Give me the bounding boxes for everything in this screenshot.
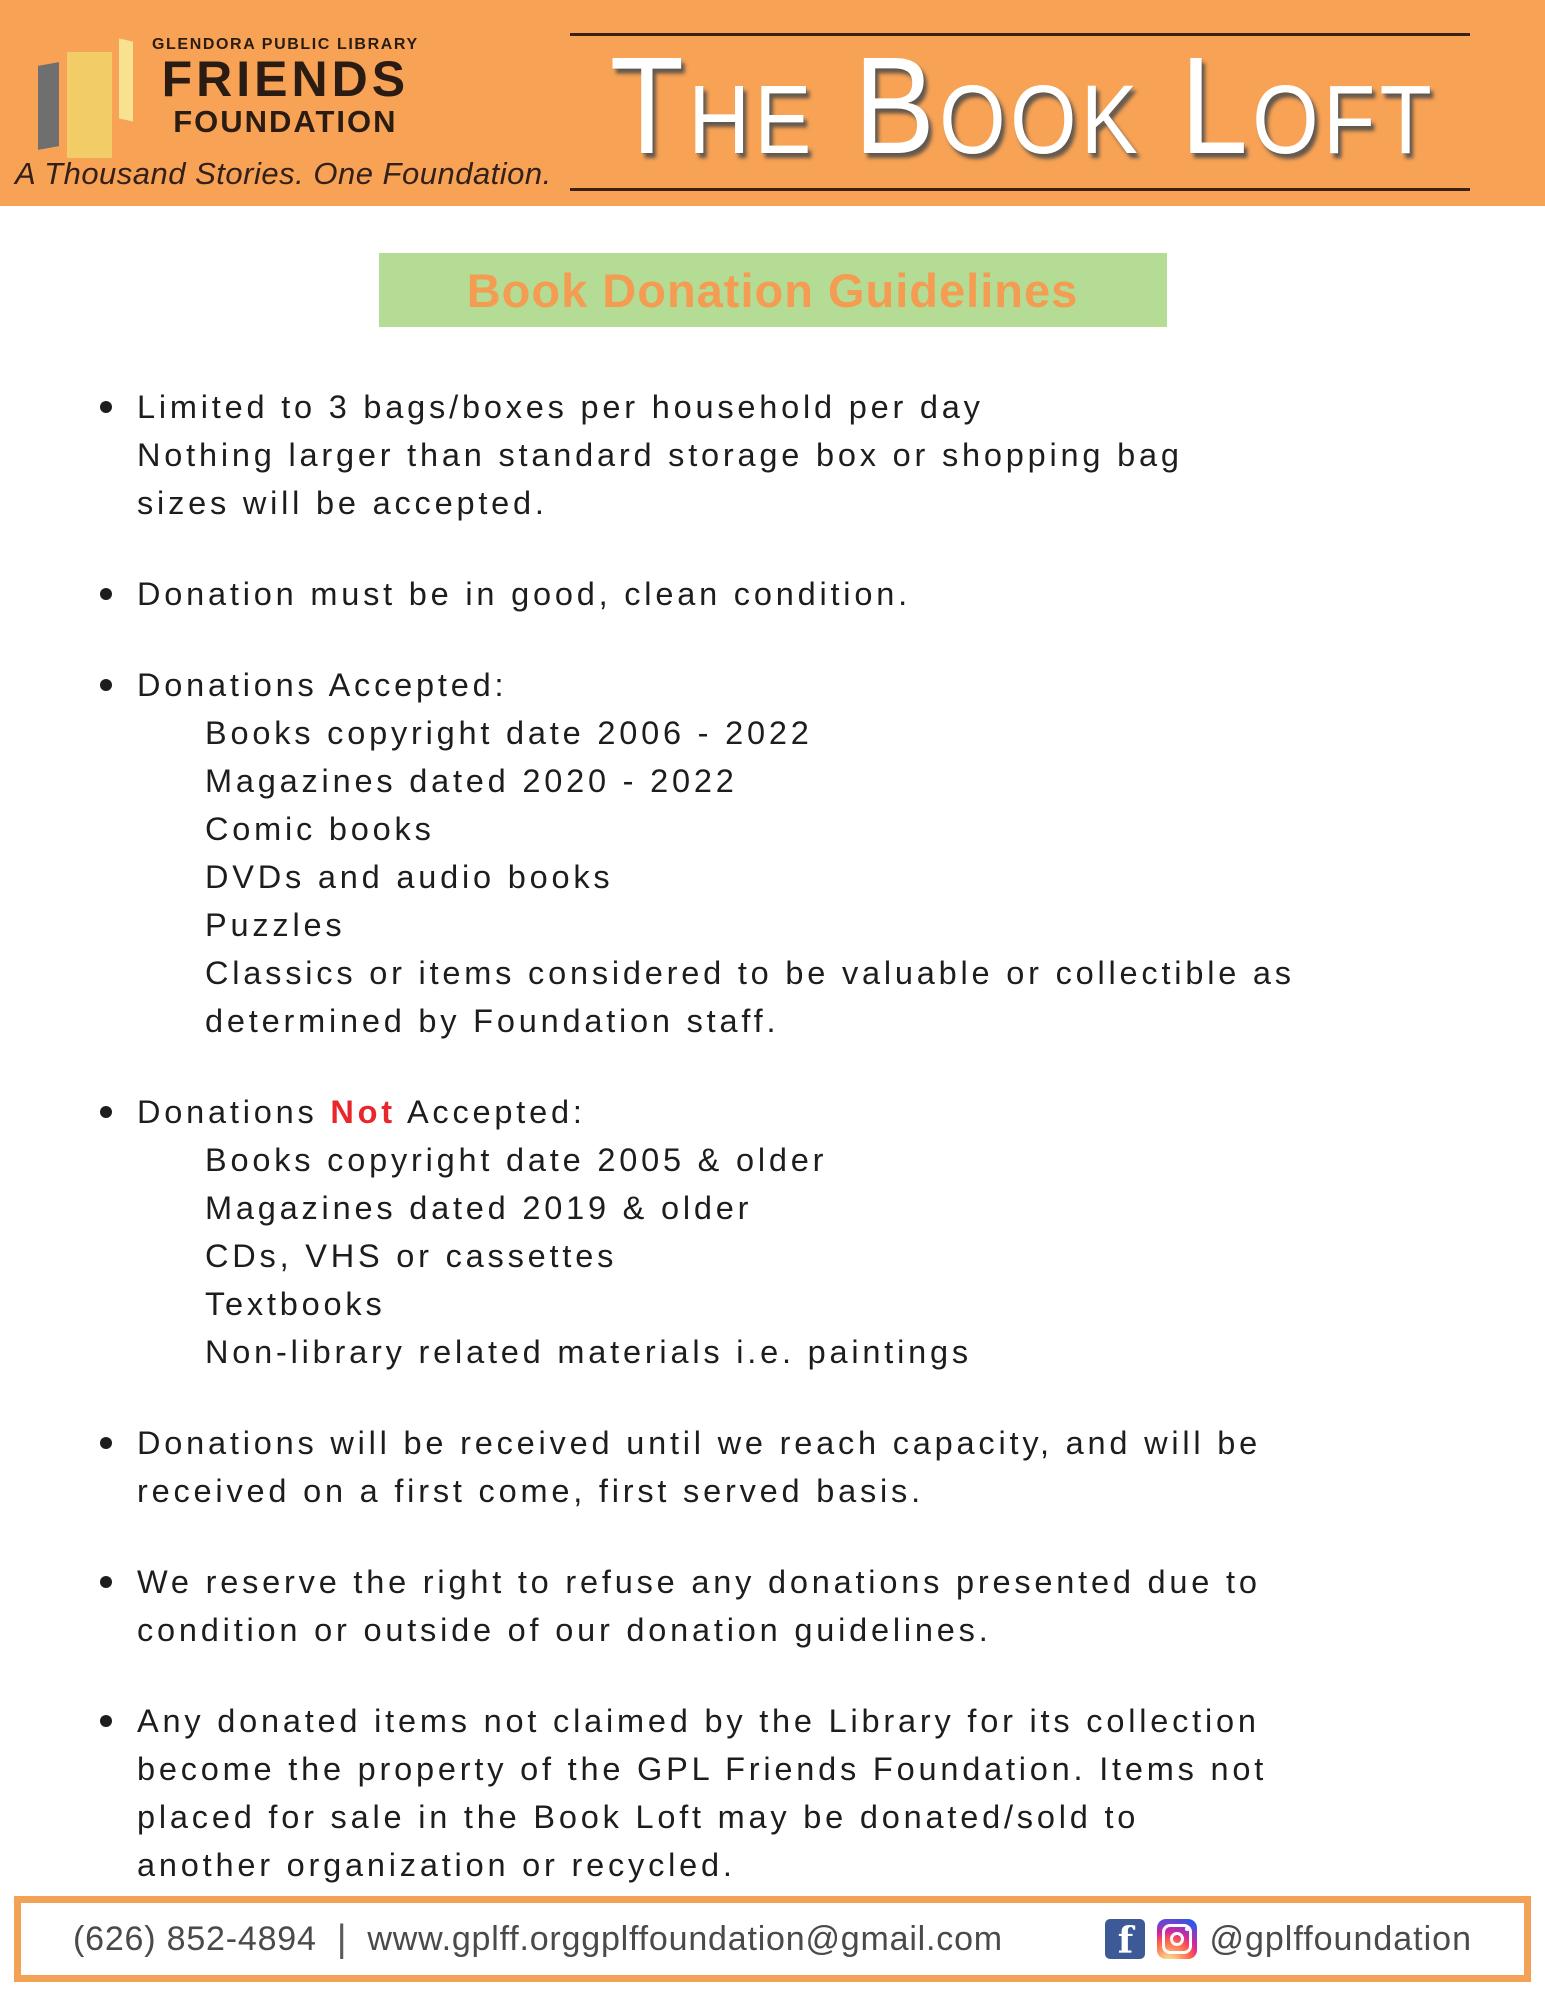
logo-friends-line: FRIENDS [161,51,410,107]
logo-library-line: GLENDORA PUBLIC LIBRARY [152,36,419,53]
bullet-line: Nothing larger than standard storage box or shopping bag [137,437,1183,473]
bullet-item [137,661,1525,1045]
sub-item-line: Non-library related materials i.e. paintings [205,1334,972,1370]
bullet-line: Any donated items not claimed by the Library for its collection [137,1697,1525,1745]
sub-item-line: Puzzles [205,907,346,943]
sub-item-line: Magazines dated 2019 & older [205,1190,753,1226]
page-title: The Book Loft [609,29,1437,183]
sub-item-line: DVDs and audio books [205,859,614,895]
masthead-rule-bottom [570,188,1470,191]
bullet-item [137,383,1525,527]
bullet-item [137,1697,1525,1889]
phone-number: (626) 852-4894 [73,1919,317,1958]
bullet-dot-icon [100,401,112,413]
logo-foundation-line: FOUNDATION [173,104,398,139]
social-handle: @gplffoundation [1209,1919,1472,1958]
contact-separator: | [336,1917,348,1960]
bullet-line: We reserve the right to refuse any donations presented due to [137,1558,1525,1606]
logo-book-shape-yellow [67,52,112,158]
bullet-line: placed for sale in the Book Loft may be donated/sold to [137,1799,1140,1835]
website-email: www.gplff.orggplffoundation@gmail.com [367,1919,1003,1958]
sub-item-line: Books copyright date 2006 - 2022 [205,715,813,751]
bullet-line: Donations will be received until we reach capacity, and will be [137,1419,1525,1467]
bullet-dot-icon [100,588,112,600]
bullet-item [137,1419,1525,1515]
bullet-line: become the property of the GPL Friends Foundation. Items not [137,1751,1268,1787]
bullet-dot-icon [100,1715,112,1727]
sub-item-line: CDs, VHS or cassettes [205,1238,618,1274]
bullet-dot-icon [100,1106,112,1118]
facebook-icon: f [1105,1919,1145,1959]
highlighted-word: Not [330,1094,396,1130]
instagram-icon [1157,1919,1197,1959]
bullet-line: Donation must be in good, clean condition. [137,570,1525,618]
books-logo-icon [36,38,132,160]
header [0,0,1545,206]
bullet-item [137,1088,1525,1376]
brand-logo [36,28,419,160]
bullet-dot-icon [100,1437,112,1449]
contact-info [73,1918,1003,1961]
bullet-line: condition or outside of our donation guidelines. [137,1612,992,1648]
logo-book-shape-gray [38,62,59,150]
bullet-line: another organization or recycled. [137,1847,736,1883]
sub-item-line: Comic books [205,811,435,847]
bullet-item [137,1558,1525,1654]
bullet-line: Donations Not Accepted: [137,1088,1525,1136]
section-banner [379,253,1167,327]
sub-item-line: Classics or items considered to be valuable or collectible as [205,955,1295,991]
tagline: A Thousand Stories. One Foundation. [15,156,552,191]
footer-contact-bar [14,1896,1531,1982]
masthead [548,25,1498,191]
sub-item-line: determined by Foundation staff. [205,1003,780,1039]
bullet-dot-icon [100,1576,112,1588]
social-links [1105,1919,1472,1959]
bullet-line: Limited to 3 bags/boxes per household per day [137,383,1525,431]
logo-text [152,36,419,139]
section-banner-label: Book Donation Guidelines [466,263,1079,317]
bullet-dot-icon [100,679,112,691]
logo-book-shape-light [119,39,133,122]
bullet-item [137,570,1525,618]
guidelines-list [137,383,1525,1932]
sub-item-line: Textbooks [205,1286,386,1322]
bullet-line: Donations Accepted: [137,661,1525,709]
sub-item-line: Books copyright date 2005 & older [205,1142,828,1178]
sub-item-line: Magazines dated 2020 - 2022 [205,763,738,799]
bullet-line: sizes will be accepted. [137,485,548,521]
bullet-line: received on a first come, first served basis. [137,1473,924,1509]
